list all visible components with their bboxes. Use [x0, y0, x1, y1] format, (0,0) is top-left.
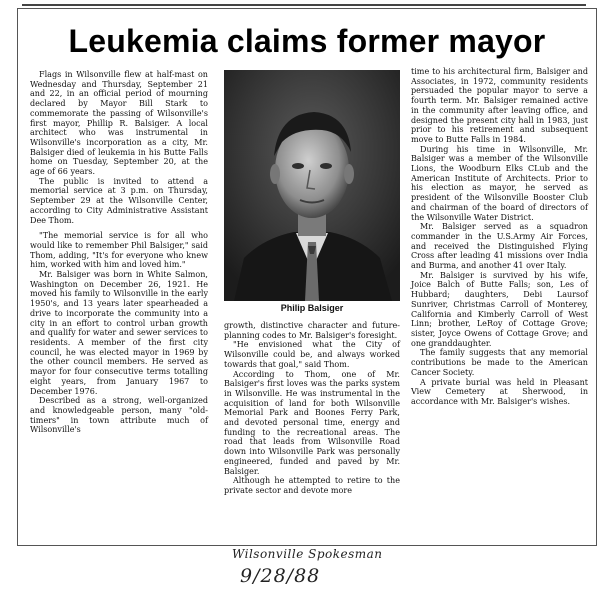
paragraph: "He envisioned what the City of Wilsonville could be, and always worked towards that goal," said Thom.	[224, 340, 400, 369]
paragraph: growth, distinctive character and future-planning codes to Mr. Balsiger's foresight.	[224, 321, 400, 340]
newspaper-clipping	[17, 8, 597, 546]
paragraph: The family suggests that any memorial contributions be made to the American Cancer Society.	[411, 348, 588, 377]
paragraph: Mr. Balsiger was born in White Salmon, Washington on December 26, 1921. He moved his family to Wilsonville in the early 1950's, and 13 years later spearheaded a drive to incorporate the community into a city in an effort to control urban growth and qualify for water and sewer services to residents. A member of the first city council, he was elected mayor in 1969 by the other council members. He served as mayor for four consecutive terms totalling eight years, from January 1967 to December 1976.	[30, 270, 208, 396]
paragraph: A private burial was held in Pleasant View Cemetery at Sherwood, in accordance with Mr. Balsiger's wishes.	[411, 377, 588, 406]
paragraph: The public is invited to attend a memorial service at 3 p.m. on Thursday, September 29 at the Wilsonville Center, according to City Administrative Assistant Dee Thom.	[30, 176, 208, 225]
handwritten-date-note: 9/28/88	[240, 565, 321, 587]
paragraph: Described as a strong, well-organized and knowledgeable person, many "old-timers" in town attribute much of Wilsonville's	[30, 396, 208, 435]
headline: Leukemia claims former mayor	[68, 23, 546, 59]
photo-caption: Philip Balsiger	[280, 303, 344, 313]
clipping-top-edge	[22, 4, 586, 6]
portrait-photo	[224, 70, 400, 301]
portrait-image	[224, 70, 400, 301]
paragraph: time to his architectural firm, Balsiger and Associates, in 1972, community residents persuaded the popular mayor to serve a fourth term. Mr. Balsiger remained active in the community after leaving office, and designed the present city hall in 1983, just prior to his retirement and subsequent move to Butte Falls in 1984.	[411, 67, 588, 144]
paragraph: According to Thom, one of Mr. Balsiger's first loves was the parks system in Wilsonville. He was instrumental in the acquisition of land for both Wilsonville Memorial Park and Boones Ferry Park, and devoted personal time, energy and funding to the recreational areas. The road that leads from Wilsonville Road down into Wilsonville Park was personally engineered, funded and paved by Mr. Balsiger.	[224, 369, 400, 476]
paragraph: Although he attempted to retire to the private sector and devote more	[224, 476, 400, 495]
paragraph: During his time in Wilsonville, Mr. Balsiger was a member of the Wilsonville Lions, the Woodburn Elks CLub and the American Institute of Architects. Prior to his election as mayor, he served as president of the Wilsonville Booster Club and chairman of the board of directors of the Wilsonville Water District.	[411, 144, 588, 222]
article-column-2	[224, 321, 400, 496]
handwritten-source-note: Wilsonville Spokesman	[232, 547, 383, 561]
paragraph: Mr. Balsiger is survived by his wife, Joice Balch of Butte Falls; son, Les of Hubbard; daughters, Debi Laursof Sunriver, Christmas Carroll of Monterey, California and Kimberly Carroll of West Linn; brother, LeRoy of Cottage Grove; sister, Joyce Owens of Cottage Grove; and one granddaughter.	[411, 270, 588, 348]
article-column-1	[30, 70, 208, 435]
paragraph: Mr. Balsiger served as a squadron commander in the U.S.Army Air Forces, and received the Distinguished Flying Cross after leading 41 missions over India and Burma, and another 41 over Italy.	[411, 222, 588, 271]
paragraph: "The memorial service is for all who would like to remember Phil Balsiger," said Thom, adding, "It's for everyone who knew him, worked with him and loved him."	[30, 231, 208, 270]
article-column-3	[411, 67, 588, 407]
paragraph: Flags in Wilsonville flew at half-mast on Wednesday and Thursday, September 21 and 22, in an official period of mourning declared by Mayor Bill Stark to commemorate the passing of Wilsonville's first mayor, Phillip R. Balsiger. A local architect who was instrumental in Wilsonville's incorporation as a city, Mr. Balsiger died of leukemia in his Butte Falls home on Tuesday, September 20, at the age of 66 years.	[30, 70, 208, 177]
